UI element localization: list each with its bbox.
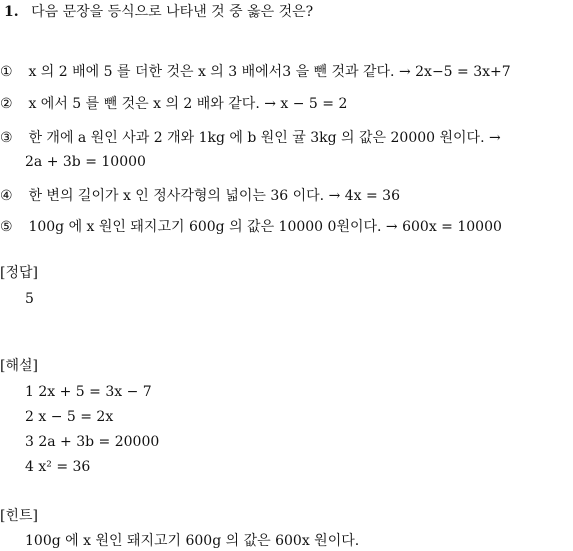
choice-mark-1: ① [0, 64, 13, 80]
choice-mark-4: ④ [0, 188, 13, 204]
choice-2 [0, 94, 347, 114]
explanation-line-1: 1 2x + 5 = 3x − 7 [25, 384, 152, 400]
hint-label: [힌트] [0, 508, 38, 524]
answer-label: [정답] [0, 265, 38, 281]
choice-mark-2: ② [0, 96, 13, 112]
explanation-line-4: 4 x² = 36 [25, 459, 91, 475]
question [4, 2, 313, 22]
question-number: 1. [4, 4, 19, 20]
choice-mark-3: ③ [0, 130, 13, 146]
explanation-line-3: 3 2a + 3b = 20000 [25, 434, 160, 450]
hint-text: 100g 에 x 원인 돼지고기 600g 의 값은 600x 원이다. [25, 533, 360, 549]
choice-3-continued: 2a + 3b = 10000 [25, 154, 146, 170]
choice-text-3: 한 개에 a 원인 사과 2 개와 1kg 에 b 원인 귤 3kg 의 값은 20000 원이다. → [28, 130, 501, 146]
choice-text-1: x 의 2 배에 5 를 더한 것은 x 의 3 배에서3 을 뺀 것과 같다. → 2x−5 = 3x+7 [28, 64, 511, 80]
choice-mark-5: ⑤ [0, 219, 13, 235]
answer-value: 5 [25, 291, 34, 307]
choice-5 [0, 217, 502, 237]
explanation-label: [해설] [0, 358, 38, 374]
choice-text-2: x 에서 5 를 뺀 것은 x 의 2 배와 같다. → x − 5 = 2 [28, 96, 348, 112]
choice-text-4: 한 변의 길이가 x 인 정사각형의 넓이는 36 이다. → 4x = 36 [28, 188, 401, 204]
choice-1 [0, 62, 511, 82]
choice-4 [0, 186, 400, 206]
explanation-line-2: 2 x − 5 = 2x [25, 409, 114, 425]
choice-text-5: 100g 에 x 원인 돼지고기 600g 의 값은 10000 0원이다. → 600x = 10000 [28, 219, 502, 235]
choice-3 [0, 128, 501, 148]
question-text: 다음 문장을 등식으로 나타낸 것 중 옳은 것은? [31, 4, 314, 20]
